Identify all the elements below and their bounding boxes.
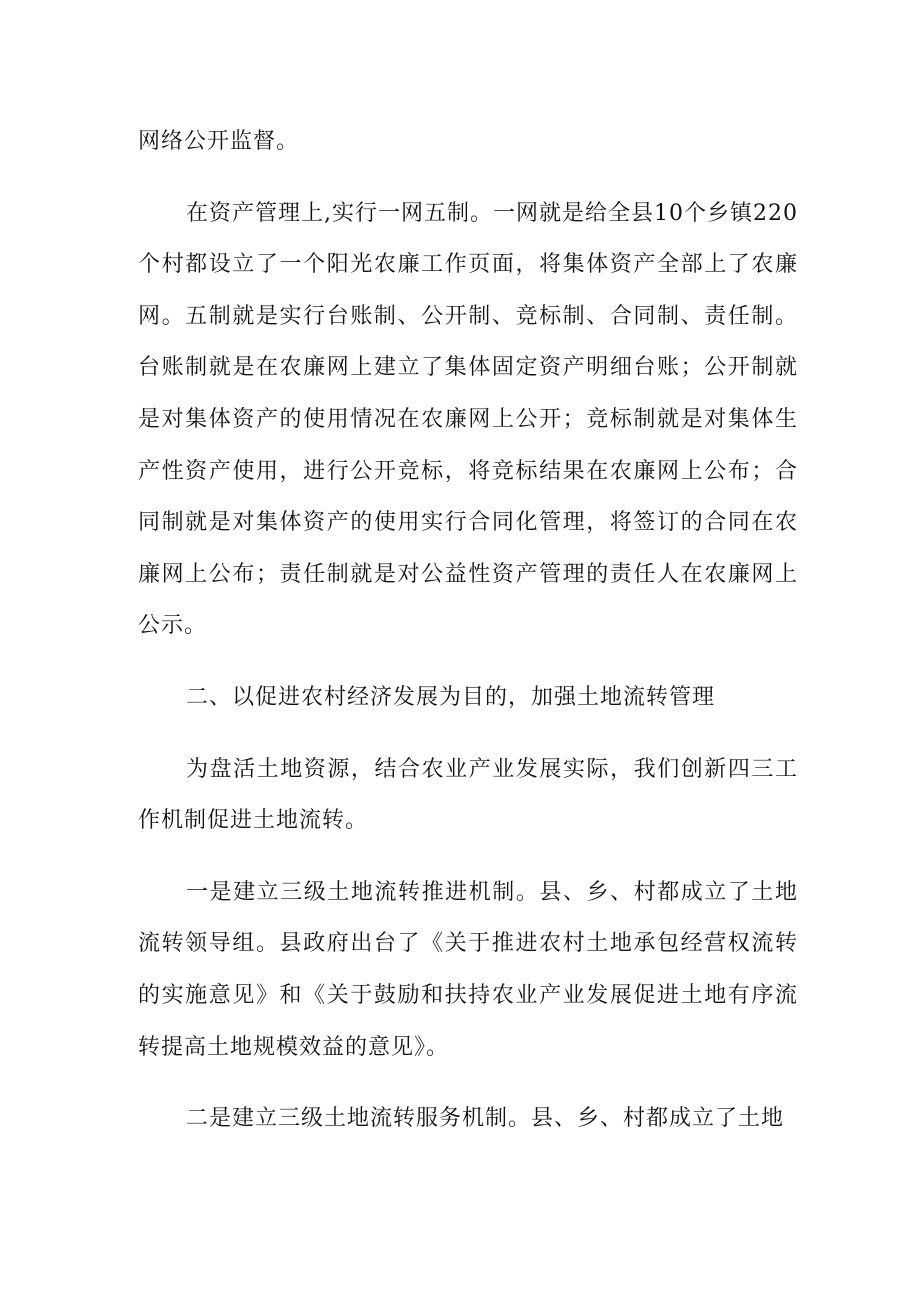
section-heading-land-transfer: 二、以促进农村经济发展为目的，加强土地流转管理 <box>186 684 716 710</box>
document-body <box>138 116 798 1145</box>
paragraph-continuation: 网络公开监督。 <box>138 129 300 154</box>
paragraph-asset-management: 在资产管理上,实行一网五制。一网就是给全县10个乡镇220个村都设立了一个阳光农廉工作页面，将集体资产全部上了农廉网。五制就是实行台账制、公开制、竞标制、合同制、责任制。台账制就是在农廉网上建立了集体固定资产明细台账；公开制就是对集体资产的使用情况在农廉网上公开；竞标制就是对集体生产性资产使用，进行公开竞标，将竞标结果在农廉网上公布；合同制就是对集体资产的使用实行合同化管理，将签订的合同在农廉网上公布；责任制就是对公益性资产管理的责任人在农廉网上公示。 <box>138 200 798 639</box>
paragraph-land-resources: 为盘活土地资源，结合农业产业发展实际，我们创新四三工作机制促进土地流转。 <box>138 756 798 834</box>
paragraph-service-mechanism: 二是建立三级土地流转服务机制。县、乡、村都成立了土地 <box>186 1106 785 1132</box>
paragraph-promotion-mechanism: 一是建立三级土地流转推进机制。县、乡、村都成立了土地流转领导组。县政府出台了《关于推进农村土地承包经营权流转的实施意见》和《关于鼓励和扶持农业产业发展促进土地有序流转提高土地规模效益的意见》。 <box>138 879 798 1060</box>
